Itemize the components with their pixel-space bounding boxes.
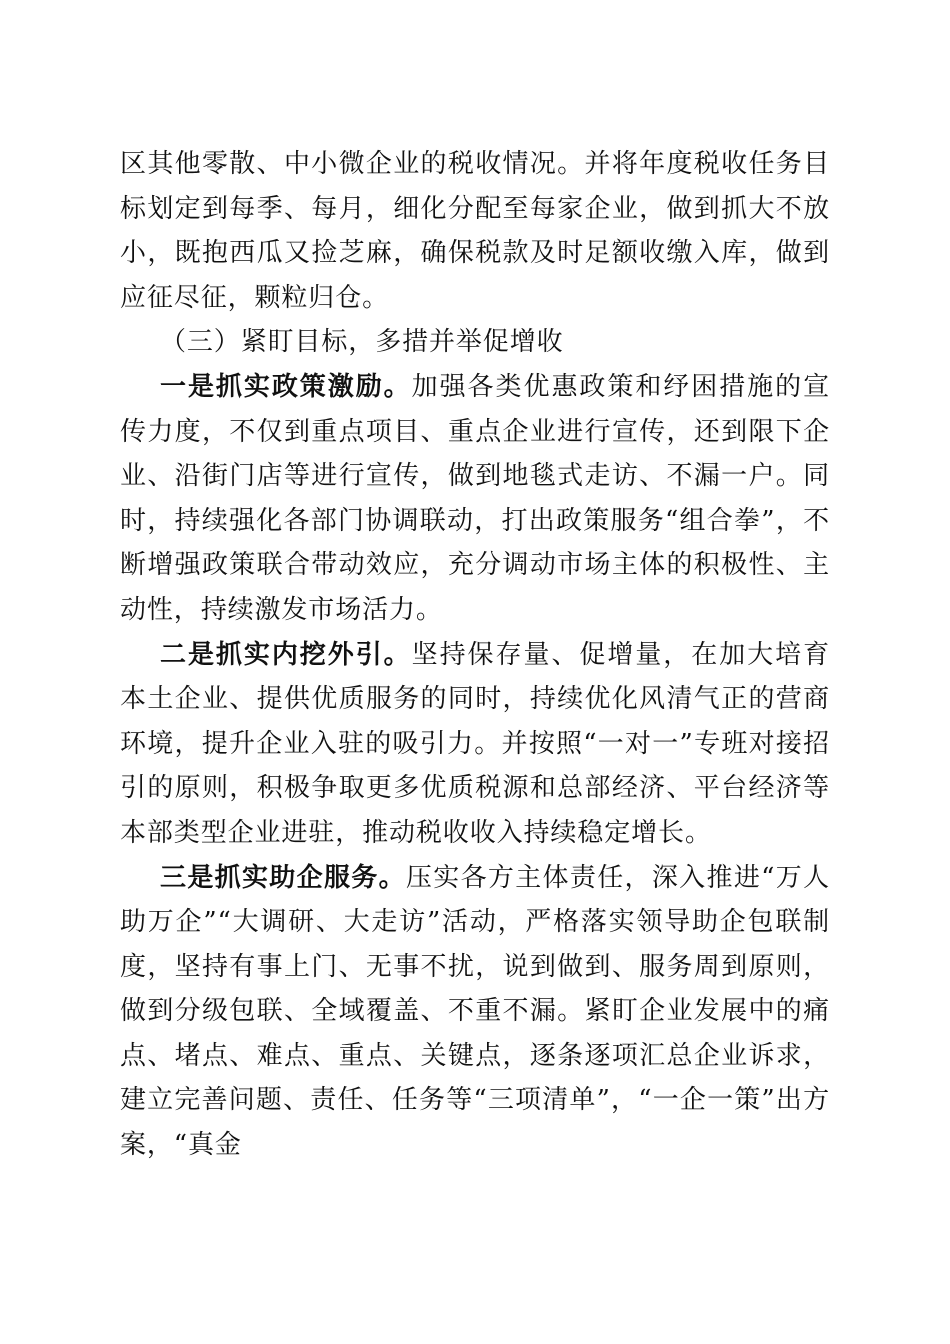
document-body xyxy=(120,142,830,1168)
item-paragraph-2 xyxy=(120,633,830,856)
item-lead-3: 三是抓实助企服务。 xyxy=(160,862,406,893)
paragraph-continuation: 区其他零散、中小微企业的税收情况。并将年度税收任务目标划定到每季、每月，细化分配至每家企业，做到抓大不放小，既抱西瓜又捡芝麻，确保税款及时足额收缴入库，做到应征尽征，颗粒归仓。 xyxy=(120,149,830,313)
item-paragraph-3 xyxy=(120,856,830,1168)
item-body-2: 坚持保存量、促增量，在加大培育本土企业、提供优质服务的同时，持续优化风清气正的营商环境，提升企业入驻的吸引力。并按照“一对一”专班对接招引的原则，积极争取更多优质税源和总部经济、平台经济等本部类型企业进驻，推动税收收入持续稳定增长。 xyxy=(120,639,830,848)
section-heading: （三）紧盯目标，多措并举促增收 xyxy=(160,327,564,358)
item-lead-1: 一是抓实政策激励。 xyxy=(160,371,412,402)
item-paragraph-1 xyxy=(120,365,830,633)
item-lead-2: 二是抓实内挖外引。 xyxy=(160,639,412,670)
item-body-3: 压实各方主体责任，深入推进“万人助万企”“大调研、大走访”活动，严格落实领导助企包联制度，坚持有事上门、无事不扰，说到做到、服务周到原则，做到分级包联、全域覆盖、不重不漏。紧盯企业发展中的痛点、堵点、难点、重点、关键点，逐条逐项汇总企业诉求，建立完善问题、责任、任务等“三项清单”，“一企一策”出方案，“真金 xyxy=(120,862,830,1161)
item-body-1: 加强各类优惠政策和纾困措施的宣传力度，不仅到重点项目、重点企业进行宣传，还到限下企业、沿街门店等进行宣传，做到地毯式走访、不漏一户。同时，持续强化各部门协调联动，打出政策服务“组合拳”，不断增强政策联合带动效应，充分调动市场主体的积极性、主动性，持续激发市场活力。 xyxy=(120,371,830,625)
